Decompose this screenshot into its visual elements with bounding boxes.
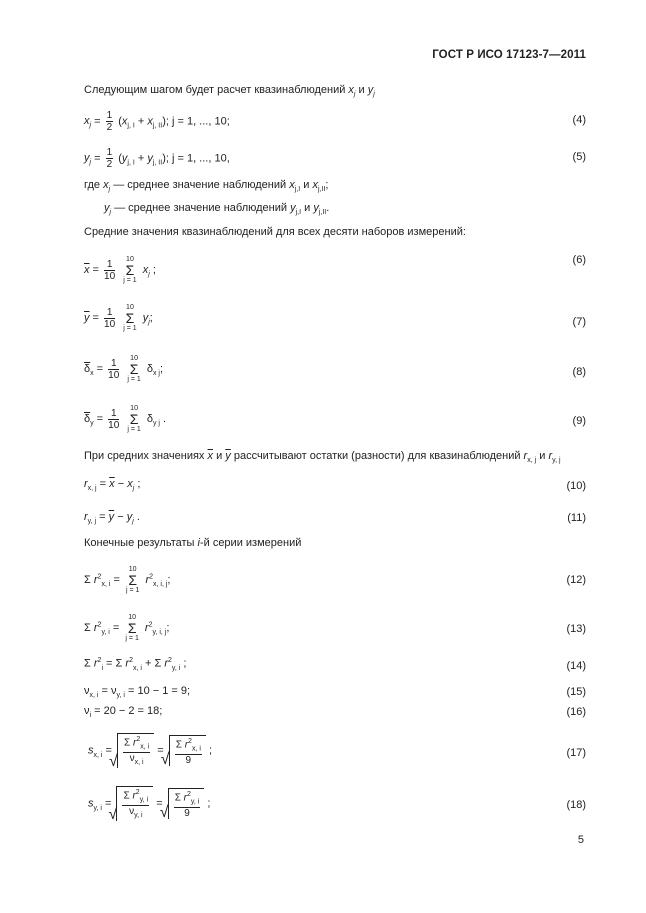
equation-13: Σ $r^2_{y, i}$ = 10 Σ j = 1 $r^2_{y, i, j}$; bbox=[84, 614, 170, 642]
equation-number: (7) bbox=[572, 316, 586, 328]
equation-17: $s_{x, i}$ = √ $\frac{\Sigma r^2_{x, i}}{\nu_{x, i}}$ = √ $\frac{\Sigma r^2_{x, i}}{9}$ ; bbox=[88, 733, 212, 768]
equation-number: (8) bbox=[572, 366, 586, 378]
equation-6: $\overline{x}$ = $\frac{1}{10}$ 10 Σ j = 1 $x_j$ ; bbox=[84, 256, 156, 284]
equation-number: (12) bbox=[566, 574, 586, 586]
equation-number: (13) bbox=[566, 623, 586, 635]
paragraph-final-results: Конечные результаты i-й серии измерений bbox=[84, 537, 302, 549]
paragraph-quasi-intro: Следующим шагом будет расчет квазинаблюдений $x_j$ и $y_j$ bbox=[84, 84, 375, 99]
equation-12: Σ $r^2_{x, i}$ = 10 Σ j = 1 $r^2_{x, i, j}$; bbox=[84, 566, 171, 594]
equation-10: $r_{x, j} = \overline{x} - x_j$ ; bbox=[84, 478, 141, 493]
paragraph-means: Средние значения квазинаблюдений для всех десяти наборов измерений: bbox=[84, 226, 466, 238]
equation-number: (5) bbox=[572, 151, 586, 163]
equation-14: Σ $r^2_i = \Sigma$ $r^2_{x, i} + \Sigma$ $r^2_{y, i}$ ; bbox=[84, 657, 187, 672]
equation-number: (18) bbox=[566, 799, 586, 811]
equation-number: (6) bbox=[572, 254, 586, 266]
equation-7: $\overline{y}$ = $\frac{1}{10}$ 10 Σ j = 1 $y_j$; bbox=[84, 304, 153, 332]
equation-15: $\nu_{x, i} = \nu_{y, i} = 10 - 1 = 9$; bbox=[84, 685, 191, 700]
definition-x: где $x_j$ — среднее значение наблюдений $x_{j,I}$ и $x_{j,II}$; bbox=[84, 179, 329, 194]
equation-8: $\overline{\delta}_x$ = $\frac{1}{10}$ 10 Σ j = 1 $\delta_{x j}$; bbox=[84, 355, 164, 383]
equation-number: (16) bbox=[566, 706, 586, 718]
equation-number: (4) bbox=[572, 114, 586, 126]
equation-number: (11) bbox=[567, 512, 586, 524]
document-header: ГОСТ Р ИСО 17123-7—2011 bbox=[432, 49, 586, 61]
equation-number: (17) bbox=[566, 747, 586, 759]
paragraph-residuals: При средних значениях $\overline{x}$ и $\overline{y}$ рассчитывают остатки (разности) для квазинаблюдений $r_{x, j}$ и $r_{y, j}$ bbox=[84, 450, 561, 465]
equation-4: $x_j$ = $\frac{1}{2}$ $(x_{j, I} + x_{j, II})$; j = 1, ..., 10; bbox=[84, 110, 230, 133]
equation-5: $y_j$ = $\frac{1}{2}$ $(y_{j, I} + y_{j, II})$; j = 1, ..., 10, bbox=[84, 147, 230, 170]
equation-number: (14) bbox=[566, 660, 586, 672]
equation-11: $r_{y, j} = \overline{y} - y_j$ . bbox=[84, 511, 140, 526]
equation-9: $\overline{\delta}_y$ = $\frac{1}{10}$ 10 Σ j = 1 $\delta_{y j}$ . bbox=[84, 405, 167, 433]
equation-number: (10) bbox=[566, 480, 586, 492]
definition-y: $y_j$ — среднее значение наблюдений $y_{j,I}$ и $y_{j,II}$. bbox=[104, 202, 330, 217]
page-number: 5 bbox=[577, 834, 584, 846]
equation-number: (9) bbox=[572, 415, 586, 427]
equation-number: (15) bbox=[566, 686, 586, 698]
equation-18: $s_{y, i}$ = √ $\frac{\Sigma r^2_{y, i}}{\nu_{y, i}}$ = √ $\frac{\Sigma r^2_{y, i}}{9}$ ; bbox=[88, 786, 210, 821]
equation-16: $\nu_i = 20 - 2 = 18$; bbox=[84, 705, 163, 720]
